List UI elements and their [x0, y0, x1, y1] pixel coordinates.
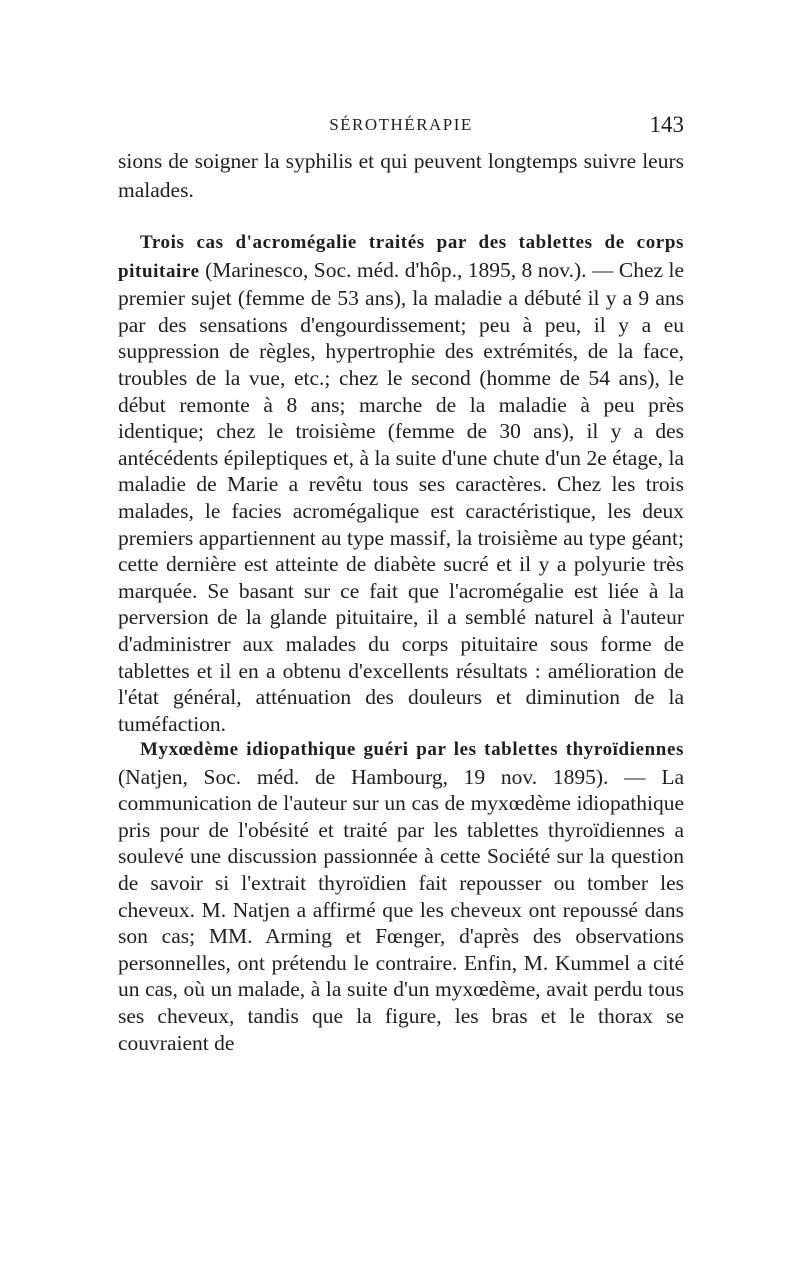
paragraph-text: (Marinesco, Soc. méd. d'hôp., 1895, 8 nov.). — Chez le premier sujet (femme de 53 ans), la maladie a débuté il y a 9 ans par des sensations d'engourdissement; peu à peu, il y a eu suppression de règles, hypertrophie des extrémités, de la face, troubles de la vue, etc.; chez le second (homme de 54 ans), le début remonte à 8 ans; marche de la maladie à peu près identique; chez le troisième (femme de 30 ans), il y a des antécédents épileptiques et, à la suite d'une chute d'un 2e étage, la maladie de Marie a revêtu tous ses caractères. Chez les trois malades, le facies acromégalique est caractéristique, les deux premiers appartiennent au type massif, la troisième au type géant; cette dernière est atteinte de diabète sucré et il y a polyurie très marquée. Se basant sur ce fait que l'acromégalie est liée à la perversion de la glande pituitaire, il a semblé naturel à l'auteur d'administrer aux malades du corps pituitaire sous forme de tablettes et il en a obtenu d'excellents résultats : amélioration de l'état général, atténuation des douleurs et diminution de la tuméfaction. [118, 257, 684, 736]
paragraph-continuation [118, 148, 684, 203]
paragraph-rubric: Myxœdème idiopathique guéri par les tablettes thyroïdiennes [140, 739, 684, 760]
paragraph-myxoedeme [118, 735, 684, 1056]
running-head [118, 112, 684, 138]
paragraph-acromegalie [118, 228, 684, 737]
page-number: 143 [649, 112, 684, 137]
paragraph-text: sions de soigner la syphilis et qui peuvent longtemps suivre leurs malades. [118, 149, 684, 202]
running-title: SÉROTHÉRAPIE [329, 115, 473, 134]
paragraph-text: (Natjen, Soc. méd. de Hambourg, 19 nov. 1895). — La communication de l'auteur sur un cas de myxœdème idiopathique pris pour de l'obésité et traité par les tablettes thyroïdiennes a soulevé une discussion passionnée à cette Société sur la question de savoir si l'extrait thyroïdien fait repousser ou tomber les cheveux. M. Natjen a affirmé que les cheveux ont repoussé dans son cas; MM. Arming et Fœnger, d'après des observations personnelles, ont prétendu le contraire. Enfin, M. Kummel a cité un cas, où un malade, à la suite d'un myxœdème, avait perdu tous ses cheveux, tandis que la figure, les bras et le thorax se couvraient de [118, 764, 684, 1055]
paragraph-rubric: Trois cas d'acromégalie traités par des tablettes de corps pituitaire [118, 232, 684, 282]
